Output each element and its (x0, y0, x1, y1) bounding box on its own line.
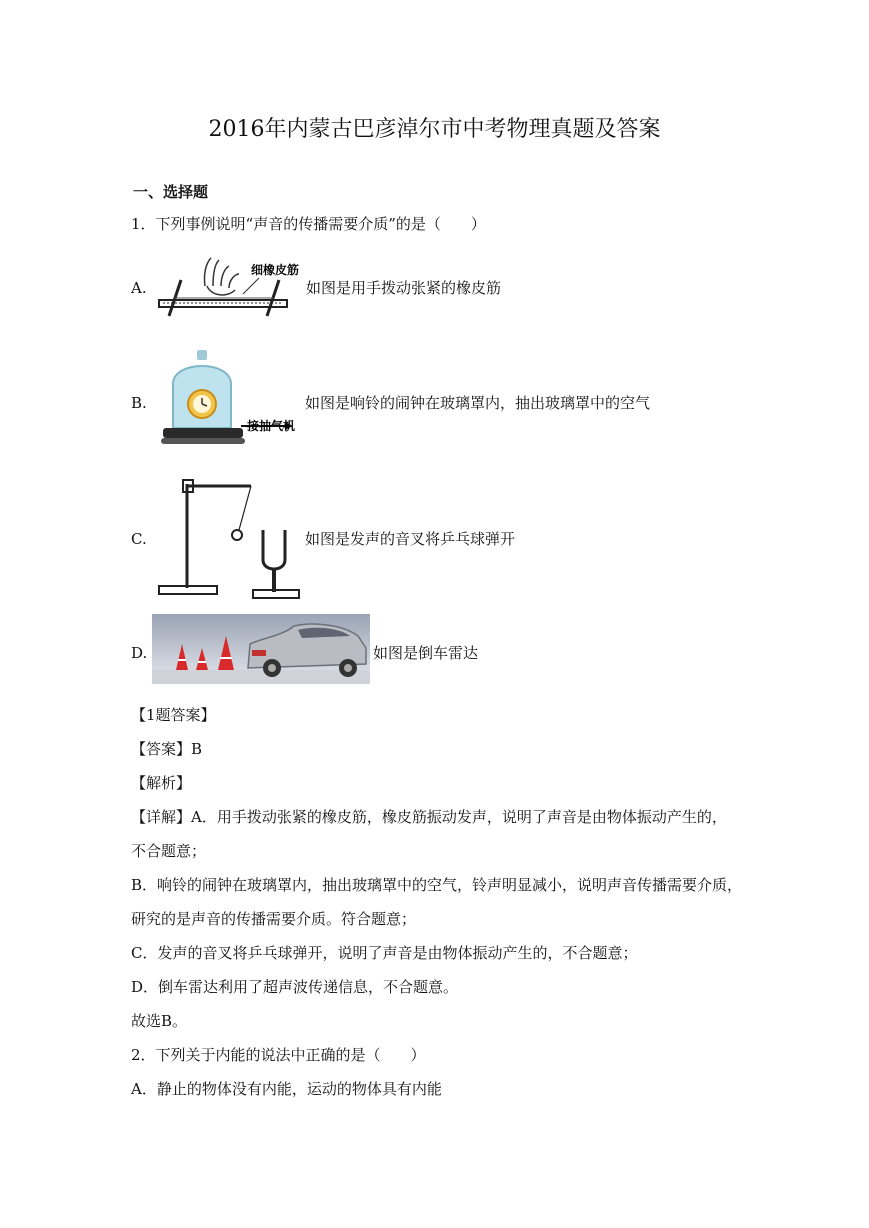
bell-jar-clock-icon (155, 348, 305, 450)
explanation-line: B．响铃的闹钟在玻璃罩内，抽出玻璃罩中的空气，铃声明显减小，说明声音传播需要介质， (131, 876, 743, 894)
option-a-text: 如图是用手拨动张紧的橡皮筋 (306, 279, 502, 297)
question-2-stem: 2．下列关于内能的说法中正确的是（ ） (131, 1046, 426, 1064)
explanation-line: 研究的是声音的传播需要介质。符合题意； (131, 910, 417, 928)
option-c-text: 如图是发声的音叉将乒乓球弹开 (305, 530, 516, 548)
page-title: 2016年内蒙古巴彦淖尔市中考物理真题及答案 (208, 117, 661, 142)
option-d-letter: D. (131, 644, 148, 662)
answer: 【答案】B (131, 740, 203, 758)
question-2-option-a: A．静止的物体没有内能，运动的物体具有内能 (131, 1080, 442, 1098)
option-a-letter: A. (131, 279, 147, 297)
explanation-line: C．发声的音叉将乒乓球弹开，说明了声音是由物体振动产生的，不合题意； (131, 944, 638, 962)
explanation-line: 不合题意； (131, 842, 207, 860)
answer-header: 【1题答案】 (131, 706, 216, 724)
option-c-letter: C. (131, 530, 147, 548)
section-heading: 一、选择题 (133, 183, 209, 201)
rubber-band-icon (155, 250, 305, 322)
explanation-line: D．倒车雷达利用了超声波传递信息，不合题意。 (131, 978, 459, 996)
question-1-stem: 1．下列事例说明“声音的传播需要介质”的是（ ） (131, 215, 486, 233)
analysis-header: 【解析】 (131, 774, 192, 792)
pump-label: 接抽气机 (247, 419, 296, 433)
car-radar-icon (152, 614, 370, 684)
tuning-fork-icon (155, 476, 305, 604)
option-b-text: 如图是响铃的闹钟在玻璃罩内，抽出玻璃罩中的空气 (305, 394, 651, 412)
option-d-text: 如图是倒车雷达 (373, 644, 479, 662)
explanation-line: 故选B。 (131, 1012, 188, 1030)
option-b-letter: B. (131, 394, 147, 412)
explanation-line: 【详解】A．用手拨动张紧的橡皮筋，橡皮筋振动发声，说明了声音是由物体振动产生的， (131, 808, 727, 826)
rubber-band-label: 细橡皮筋 (251, 263, 300, 277)
